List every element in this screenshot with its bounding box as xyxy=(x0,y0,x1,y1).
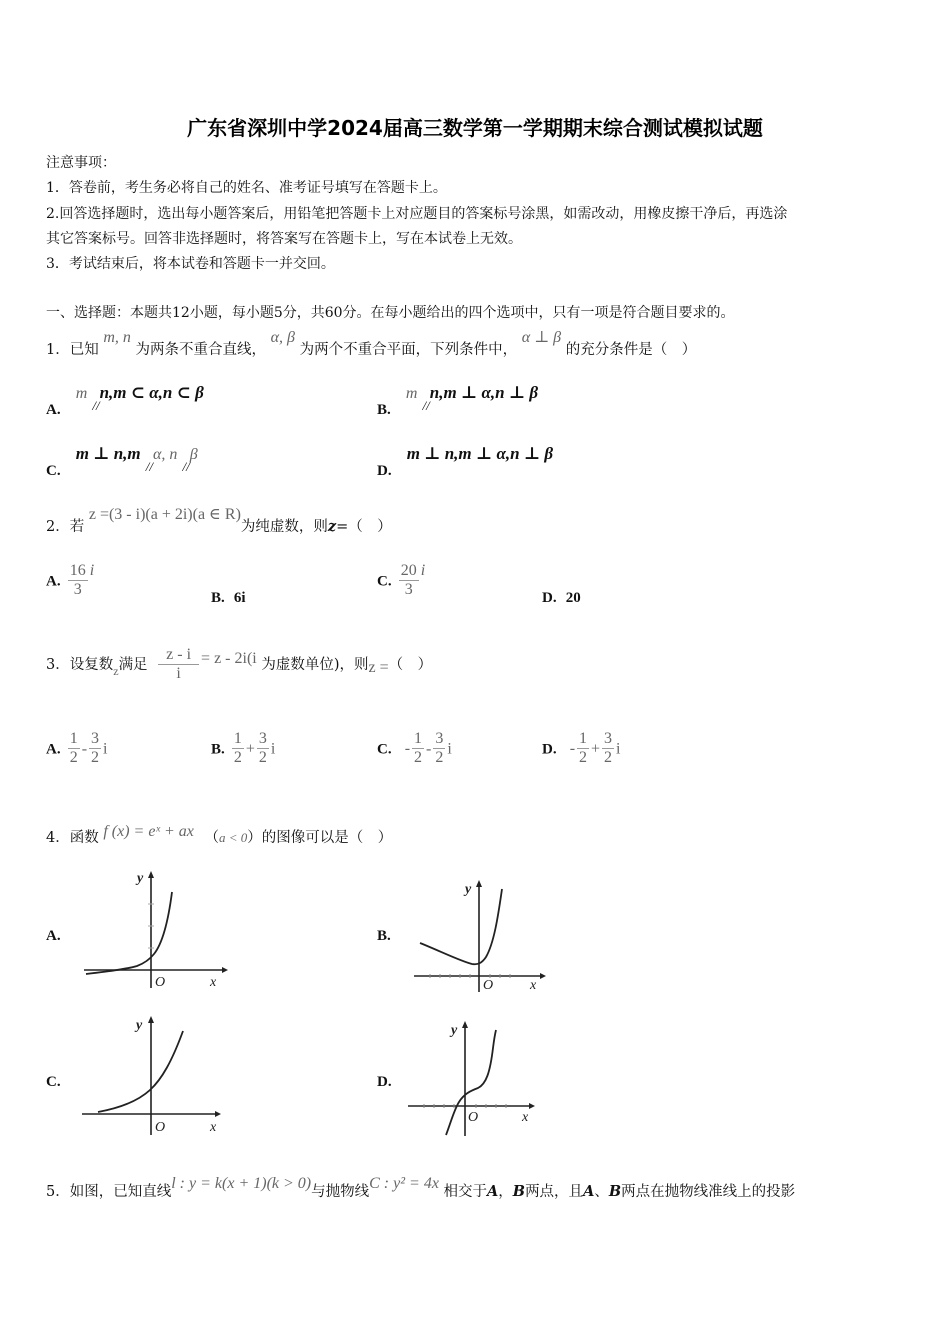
q3-option-c[interactable]: C. - $\frac{1}{2}$ - $\frac{3}{2}$ i xyxy=(377,730,452,767)
svg-text:O: O xyxy=(483,978,494,992)
question-5: 5．如图，已知直线l : y = k(x + 1)(k > 0)与抛物线C : y² = 4x 相交于A，B两点，且A、B两点在抛物线准线上的投影 xyxy=(46,1175,796,1200)
note-item-1: 1．答卷前，考生务必将自己的姓名、准考证号填写在答题卡上。 xyxy=(46,180,447,196)
svg-text:x: x xyxy=(210,975,217,990)
svg-text:x: x xyxy=(522,1110,529,1125)
svg-text:y: y xyxy=(451,1023,458,1038)
q2-option-c[interactable]: C. $\frac{20}{3}$ i xyxy=(377,562,426,599)
svg-text:x: x xyxy=(530,978,537,992)
q1-option-c[interactable]: C. m ⊥ n,m $_{//}$α, n $_{//}$β xyxy=(46,444,198,479)
note-item-3: 3．考试结束后，将本试卷和答题卡一并交回。 xyxy=(46,256,335,272)
math-f-x: f (x) = eˣ + ax xyxy=(103,823,194,840)
graph-a[interactable] xyxy=(82,868,232,993)
page-title: 广东省深圳中学2024届高三数学第一学期期末综合测试模拟试题 xyxy=(187,116,763,140)
math-z-expression: z =(3 - i)(a + 2i)(a ∈ R) xyxy=(88,506,241,523)
notes-heading: 注意事项： xyxy=(46,155,116,171)
graph-b[interactable] xyxy=(410,877,550,992)
q3-option-d[interactable]: D. - $\frac{1}{2}$ + $\frac{3}{2}$ i xyxy=(542,730,621,767)
q3-option-b[interactable]: B. $\frac{1}{2}$ + $\frac{3}{2}$ i xyxy=(211,730,276,767)
q2-option-d[interactable]: D. 20 xyxy=(542,590,581,606)
svg-text:O: O xyxy=(155,1120,166,1135)
note-item-2-cont: 其它答案标号。回答非选择题时，将答案写在答题卡上，写在本试卷上无效。 xyxy=(46,231,522,247)
svg-text:O: O xyxy=(155,975,166,990)
q4-option-b[interactable]: B. xyxy=(377,928,391,944)
q4-option-a[interactable]: A. xyxy=(46,928,61,944)
svg-text:O: O xyxy=(468,1110,479,1125)
q3-option-a[interactable]: A. $\frac{1}{2}$ - $\frac{3}{2}$ i xyxy=(46,730,108,767)
svg-text:y: y xyxy=(137,871,144,886)
note-item-2: 2.回答选择题时，选出每小题答案后，用铅笔把答题卡上对应题目的答案标号涂黑，如需改动，用橡皮擦干净后，再选涂 xyxy=(46,206,788,222)
math-parabola-c: C : y² = 4x xyxy=(369,1175,439,1192)
svg-text:x: x xyxy=(210,1120,217,1135)
question-1: 1．已知 m, n 为两条不重合直线， α, β 为两个不重合平面，下列条件中， α ⊥ β 的充分条件是（ ） xyxy=(46,329,697,358)
q4-option-d[interactable]: D. xyxy=(377,1074,392,1090)
question-2: 2．若 z =(3 - i)(a + 2i)(a ∈ R)为纯虚数，则z=（ ） xyxy=(46,506,392,535)
q2-option-b[interactable]: B. 6i xyxy=(211,590,246,606)
q1-option-d[interactable]: D. m ⊥ n,m ⊥ α,n ⊥ β xyxy=(377,444,554,479)
graph-c[interactable] xyxy=(80,1013,230,1138)
math-line-l: l : y = k(x + 1)(k > 0) xyxy=(171,1175,312,1192)
question-3: 3．设复数$_z$满足 $\frac{z - i}{i}$ = z - 2i(i 为虚数单位)，则z =（ ） xyxy=(46,646,433,683)
q2-option-a[interactable]: A. $\frac{16}{3}$ i xyxy=(46,562,95,599)
q1-option-a[interactable]: A. m $_{//}$n,m ⊂ α,n ⊂ β xyxy=(46,383,204,418)
question-number: 1． xyxy=(46,342,70,358)
question-4: 4．函数 f (x) = eˣ + ax （a < 0）的图像可以是（ ） xyxy=(46,823,393,846)
graph-d[interactable] xyxy=(404,1018,544,1138)
svg-text:y: y xyxy=(465,882,472,897)
svg-text:y: y xyxy=(136,1018,143,1033)
q1-option-b[interactable]: B. m $_{//}$n,m ⊥ α,n ⊥ β xyxy=(377,383,539,418)
section-heading: 一、选择题：本题共12小题，每小题5分，共60分。在每小题给出的四个选项中，只有一项是符合题目要求的。 xyxy=(46,305,735,321)
math-mn: m, n xyxy=(103,329,131,346)
math-alpha-beta: α, β xyxy=(270,329,295,346)
math-alpha-perp-beta: α ⊥ β xyxy=(521,329,562,346)
q4-option-c[interactable]: C. xyxy=(46,1074,61,1090)
